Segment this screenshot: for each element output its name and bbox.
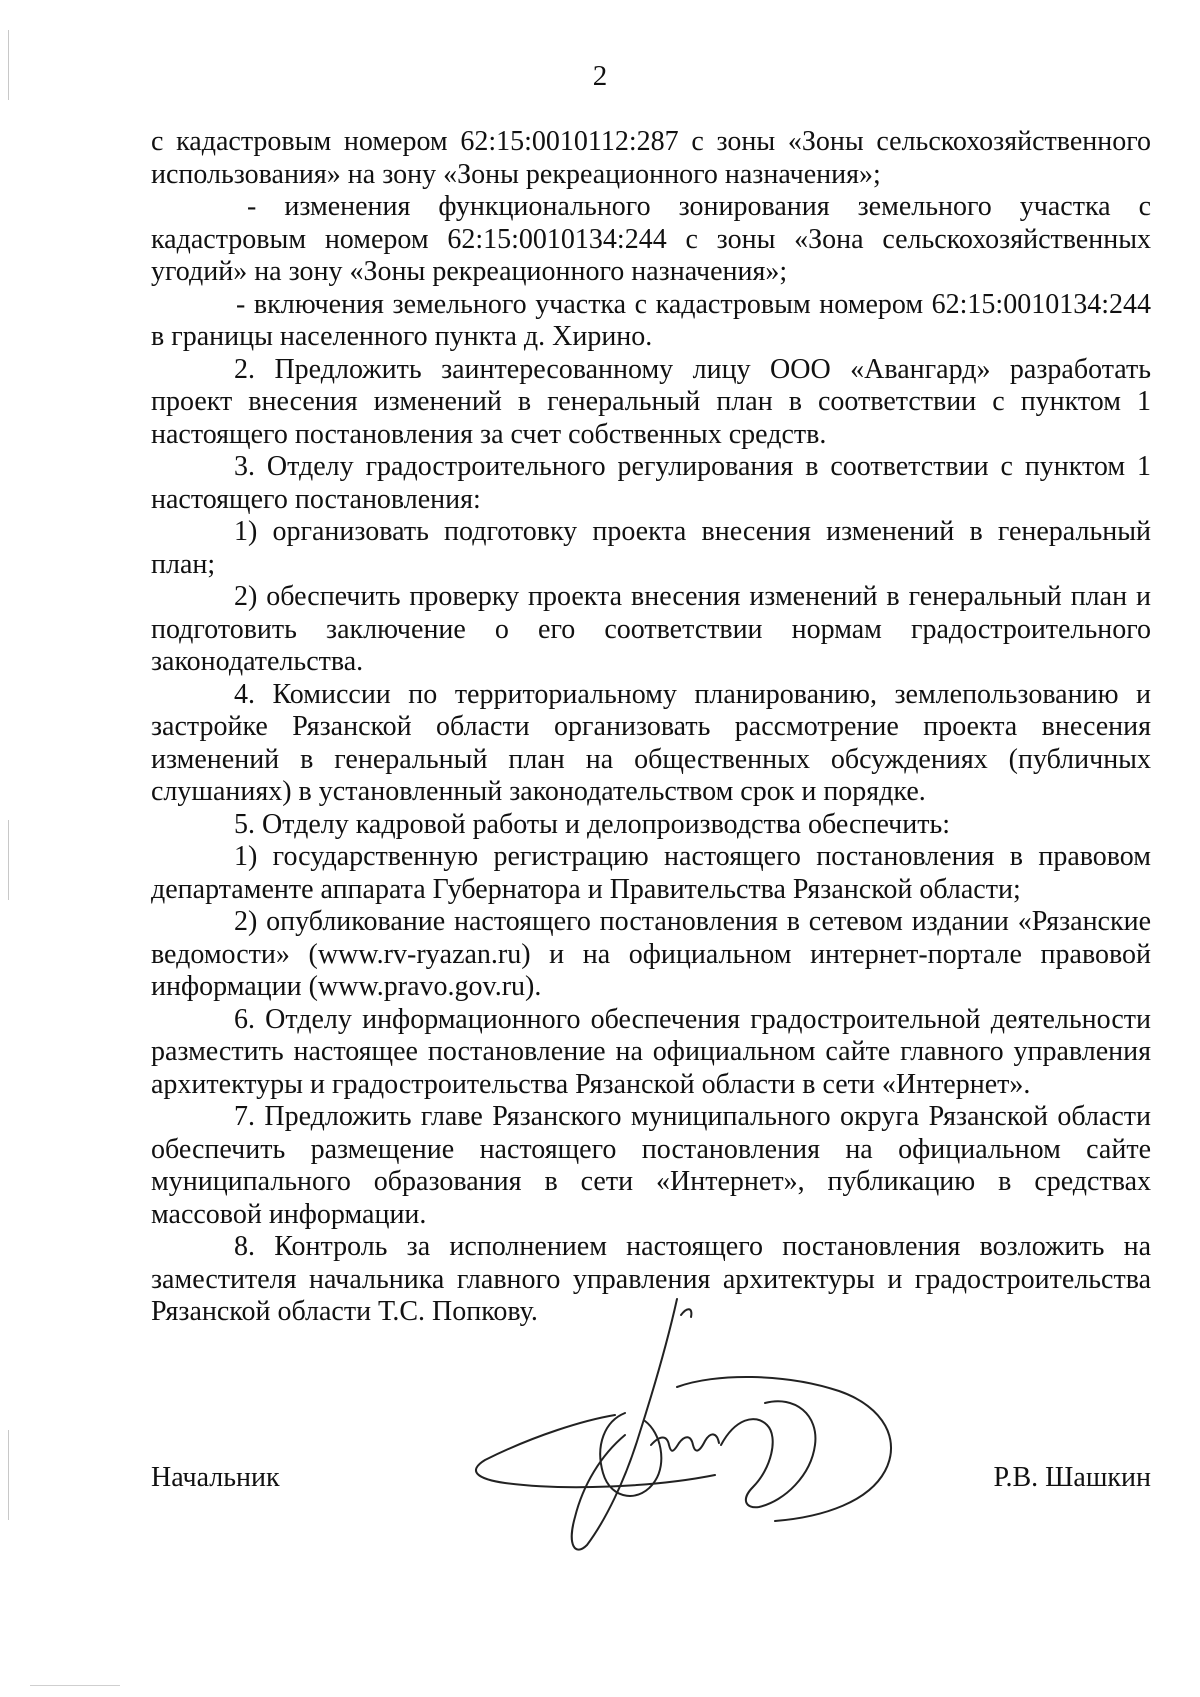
paragraph-item-6: 6. Отделу информационного обеспечения градостроительной деятельности разместить настоящее постановление на официальном сайте главного управления архитектуры и градостроительства Рязанской области в сети «Интернет». xyxy=(151,1003,1151,1100)
scan-bottom-mark xyxy=(30,1685,120,1686)
handwritten-signature xyxy=(455,1295,915,1555)
document-body xyxy=(151,126,1151,1329)
signatory-name: Р.В. Шашкин xyxy=(993,1462,1151,1493)
page-number: 2 xyxy=(592,60,608,92)
paragraph-item-7: 7. Предложить главе Рязанского муниципального округа Рязанской области обеспечить размещение настоящего постановления на официальном сайте муниципального образования в сети «Интернет», публикацию в средствах массовой информации. xyxy=(151,1101,1151,1230)
signatory-title: Начальник xyxy=(151,1462,280,1493)
paragraph-item-2: 2. Предложить заинтересованному лицу ООО «Авангард» разработать проект внесения изменений в генеральный план в соответствии с пунктом 1 настоящего постановления за счет собственных средств. xyxy=(151,353,1151,450)
paragraph-item-4: 4. Комиссии по территориальному планированию, землепользованию и застройке Рязанской области организовать рассмотрение проекта внесения изменений в генеральный план на общественных обсуждениях (публичных слушаниях) в установленный законодательством срок и порядке. xyxy=(151,678,1151,807)
paragraph-item-5-sub-1: 1) государственную регистрацию настоящего постановления в правовом департаменте аппарата Губернатора и Правительства Рязанской области; xyxy=(151,841,1151,905)
paragraph-item-3: 3. Отделу градостроительного регулирования в соответствии с пунктом 1 настоящего постановления: xyxy=(151,451,1151,515)
paragraph-zone-change-1: с кадастровым номером 62:15:0010112:287 с зоны «Зоны сельскохозяйственного использования» на зону «Зоны рекреационного назначения»; xyxy=(151,126,1151,190)
paragraph-item-3-sub-2: 2) обеспечить проверку проекта внесения изменений в генеральный план и подготовить заключение о его соответствии нормам градостроительного законодательства. xyxy=(151,581,1151,677)
paragraph-item-3-sub-1: 1) организовать подготовку проекта внесения изменений в генеральный план; xyxy=(151,516,1151,580)
paragraph-zone-change-2: - изменения функционального зонирования земельного участка с кадастровым номером 62:15:0010134:244 с зоны «Зона сельскохозяйственных угодий» на зону «Зоны рекреационного назначения»; xyxy=(151,191,1151,287)
scan-edge-mark xyxy=(8,1430,9,1520)
paragraph-item-5-sub-2: 2) опубликование настоящего постановления в сетевом издании «Рязанские ведомости» (www.rv-ryazan.ru) и на официальном интернет-портале правовой информации (www.pravo.gov.ru). xyxy=(151,906,1151,1002)
paragraph-item-5: 5. Отделу кадровой работы и делопроизводства обеспечить: xyxy=(234,808,951,840)
paragraph-item-8: 8. Контроль за исполнением настоящего постановления возложить на заместителя начальника главного управления архитектуры и градостроительства Рязанской области Т.С. Попкову. xyxy=(151,1231,1151,1327)
paragraph-settlement-inclusion: - включения земельного участка с кадастровым номером 62:15:0010134:244 в границы населенного пункта д. Хирино. xyxy=(151,288,1151,352)
scan-edge-mark xyxy=(8,820,9,900)
